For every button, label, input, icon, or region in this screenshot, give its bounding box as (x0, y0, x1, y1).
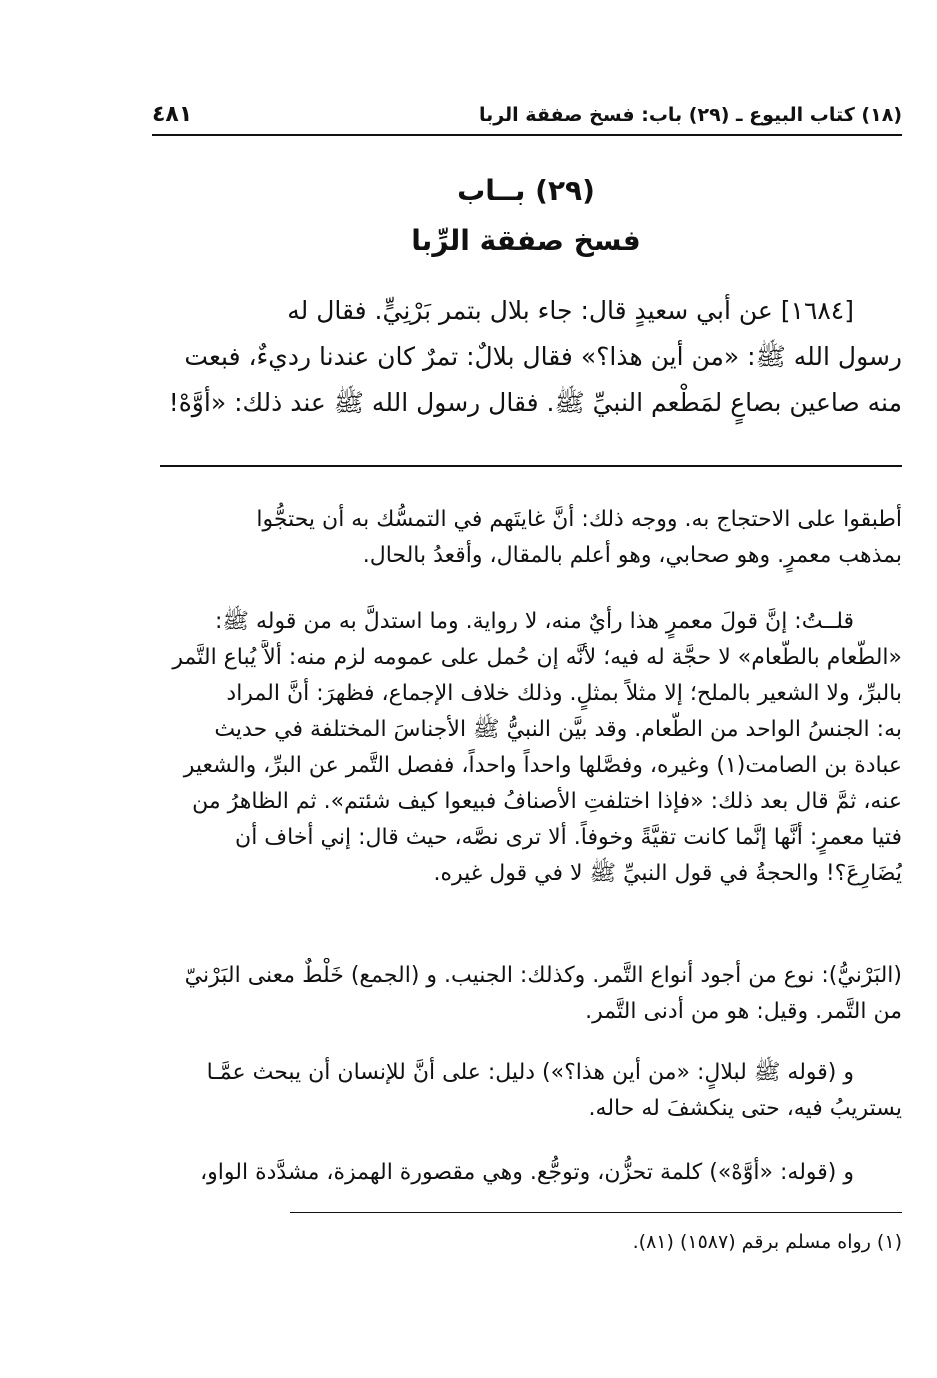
commentary-line: يستريبُ فيه، حتى ينكشفَ له حاله. (588, 1096, 902, 1121)
footnote-rule (290, 1212, 902, 1213)
commentary-line: به: الجنسُ الواحد من الطَّعام. وقد بيَّن النبيُّ ﷺ الأجناسَ المختلفة في حديث (214, 717, 902, 742)
commentary-line: «الطَّعام بالطَّعام» لا حجَّة له فيه؛ لأنَّه إن حُمل على عمومه لزم منه: ألاَّ يُباع التَّمر (172, 645, 902, 670)
commentary-paragraph-4 (150, 1055, 902, 1127)
commentary-line: (البَرْنيُّ): نوع من أجود أنواع التَّمر. وكذلك: الجنيب. و (الجمع) خَلْطٌ معنى البَرْنيّ (184, 963, 902, 988)
commentary-line: عبادة بن الصامت(١) وغيره، وفصَّلها واحداً واحداً، ففصل التَّمر عن البرِّ، والشعير (183, 753, 902, 778)
commentary-paragraph-2 (150, 604, 902, 892)
commentary-line: من التَّمر. وقيل: هو من أدنى التَّمر. (585, 999, 902, 1024)
footnote: (١) رواه مسلم برقم (١٥٨٧) (٨١). (632, 1231, 902, 1253)
text-commentary-separator (160, 465, 902, 467)
commentary-line: و (قوله ﷺ لبلالٍ: «من أين هذا؟») دليل: على أنَّ للإنسان أن يبحث عمَّـا (206, 1060, 854, 1085)
hadith-text (150, 288, 902, 426)
commentary-paragraph-1 (150, 502, 902, 574)
commentary-paragraph-5 (150, 1155, 902, 1191)
commentary-line: و (قوله: «أوَّهْ») كلمة تحزُّن، وتوجُّع. وهي مقصورة الهمزة، مشدَّدة الواو، (200, 1160, 854, 1185)
running-header (152, 100, 902, 136)
page-number: ٤٨١ (152, 102, 193, 127)
commentary-line: يُضَارِعَ؟! والحجةُ في قول النبيِّ ﷺ لا في قول غيره. (433, 861, 902, 886)
chapter-number: (٢٩) بــاب (457, 174, 595, 207)
commentary-line: قلــتُ: إنَّ قولَ معمرٍ هذا رأيٌ منه، لا رواية. وما استدلَّ به من قوله ﷺ: (215, 609, 854, 634)
hadith-line: [١٦٨٤] عن أبي سعيدٍ قال: جاء بلال بتمر بَرْنِيٍّ. فقال له (287, 296, 854, 325)
commentary-line: عنه، ثمَّ قال بعد ذلك: «فإذا اختلفتِ الأصنافُ فبيعوا كيف شئتم». ثم الظاهرُ من (192, 789, 902, 814)
hadith-line: منه صاعين بصاعٍ لمَطْعم النبيِّ ﷺ. فقال رسول الله ﷺ عند ذلك: «أوَّهْ! (168, 388, 902, 417)
commentary-paragraph-3 (95, 958, 902, 1030)
commentary-line: فتيا معمرٍ: أنَّها إنَّما كانت تقيَّةً وخوفاً. ألا ترى نصَّه، حيث قال: إني أخاف أن (235, 825, 902, 850)
running-header-title: (١٨) كتاب البيوع ـ (٢٩) باب: فسخ صفقة الربا (478, 104, 902, 126)
hadith-line: رسول الله ﷺ: «من أين هذا؟» فقال بلالٌ: تمرٌ كان عندنا رديءٌ، فبعت (184, 342, 902, 371)
commentary-line: بمذهب معمرٍ. وهو صحابي، وهو أعلم بالمقال، وأقعدُ بالحال. (362, 543, 902, 568)
commentary-line: بالبرِّ، ولا الشعير بالملح؛ إلا مثلاً بمثلٍ. وذلك خلاف الإجماع، فظهرَ: أنَّ المراد (226, 681, 902, 706)
chapter-title: فسخ صفقة الرِّبا (411, 224, 641, 257)
commentary-line: أطبقوا على الاحتجاج به. ووجه ذلك: أنَّ غايتَهم في التمسُّك به أن يحتجُّوا (256, 507, 902, 532)
